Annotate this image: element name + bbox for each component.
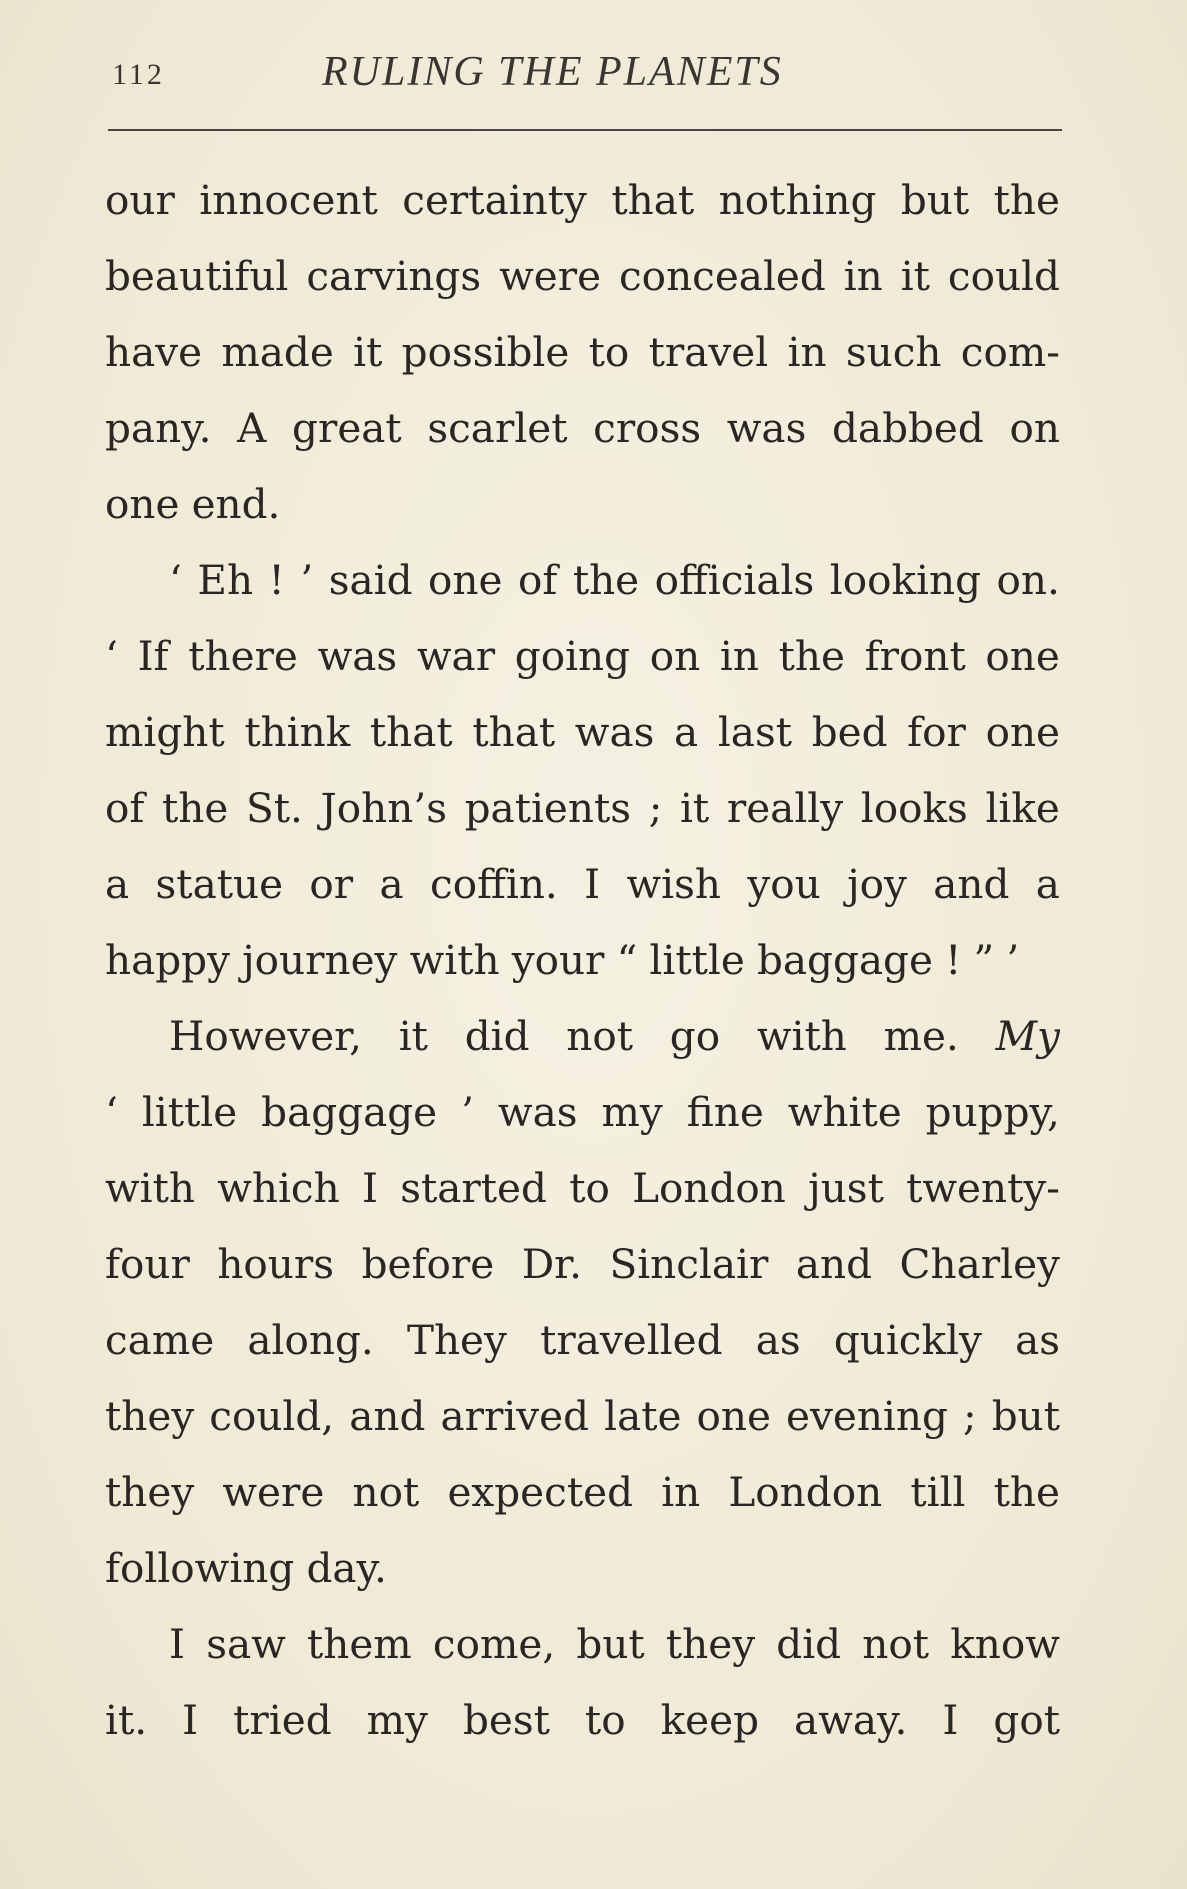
text-line: it. I tried my best to keep away. I got: [105, 1696, 1060, 1744]
body-text: [105, 162, 1060, 1758]
text-line: of the St. John’s patients ; it really looks like: [105, 784, 1060, 832]
page-number: 112: [112, 58, 165, 91]
text-line: ‘ If there was war going on in the front one: [105, 632, 1060, 680]
header-rule: [108, 129, 1062, 131]
text-line: I saw them come, but they did not know: [169, 1620, 1060, 1668]
text-line: four hours before Dr. Sinclair and Charley: [105, 1240, 1060, 1288]
text-line: they could, and arrived late one evening ; but: [105, 1392, 1060, 1440]
text-line: However, it did not go with me. My: [169, 1012, 1060, 1060]
text-line: pany. A great scarlet cross was dabbed on: [105, 404, 1060, 452]
text-line: our innocent certainty that nothing but the: [105, 176, 1060, 224]
running-title: RULING THE PLANETS: [322, 49, 783, 95]
text-line: a statue or a coffin. I wish you joy and a: [105, 860, 1060, 908]
text-line: happy journey with your “ little baggage ! ” ’: [105, 936, 1020, 984]
text-line: have made it possible to travel in such com-: [105, 328, 1060, 376]
text-line: beautiful carvings were concealed in it could: [105, 252, 1060, 300]
running-head: [108, 42, 1062, 102]
text-line: one end.: [105, 480, 281, 528]
text-line: came along. They travelled as quickly as: [105, 1316, 1060, 1364]
text-line: following day.: [105, 1544, 387, 1592]
text-line: they were not expected in London till the: [105, 1468, 1060, 1516]
text-line: might think that that was a last bed for one: [105, 708, 1060, 756]
text-line: ‘ Eh ! ’ said one of the officials looking on.: [169, 556, 1060, 604]
text-line: with which I started to London just twenty-: [105, 1164, 1060, 1212]
text-line: ‘ little baggage ’ was my fine white puppy,: [105, 1088, 1060, 1136]
